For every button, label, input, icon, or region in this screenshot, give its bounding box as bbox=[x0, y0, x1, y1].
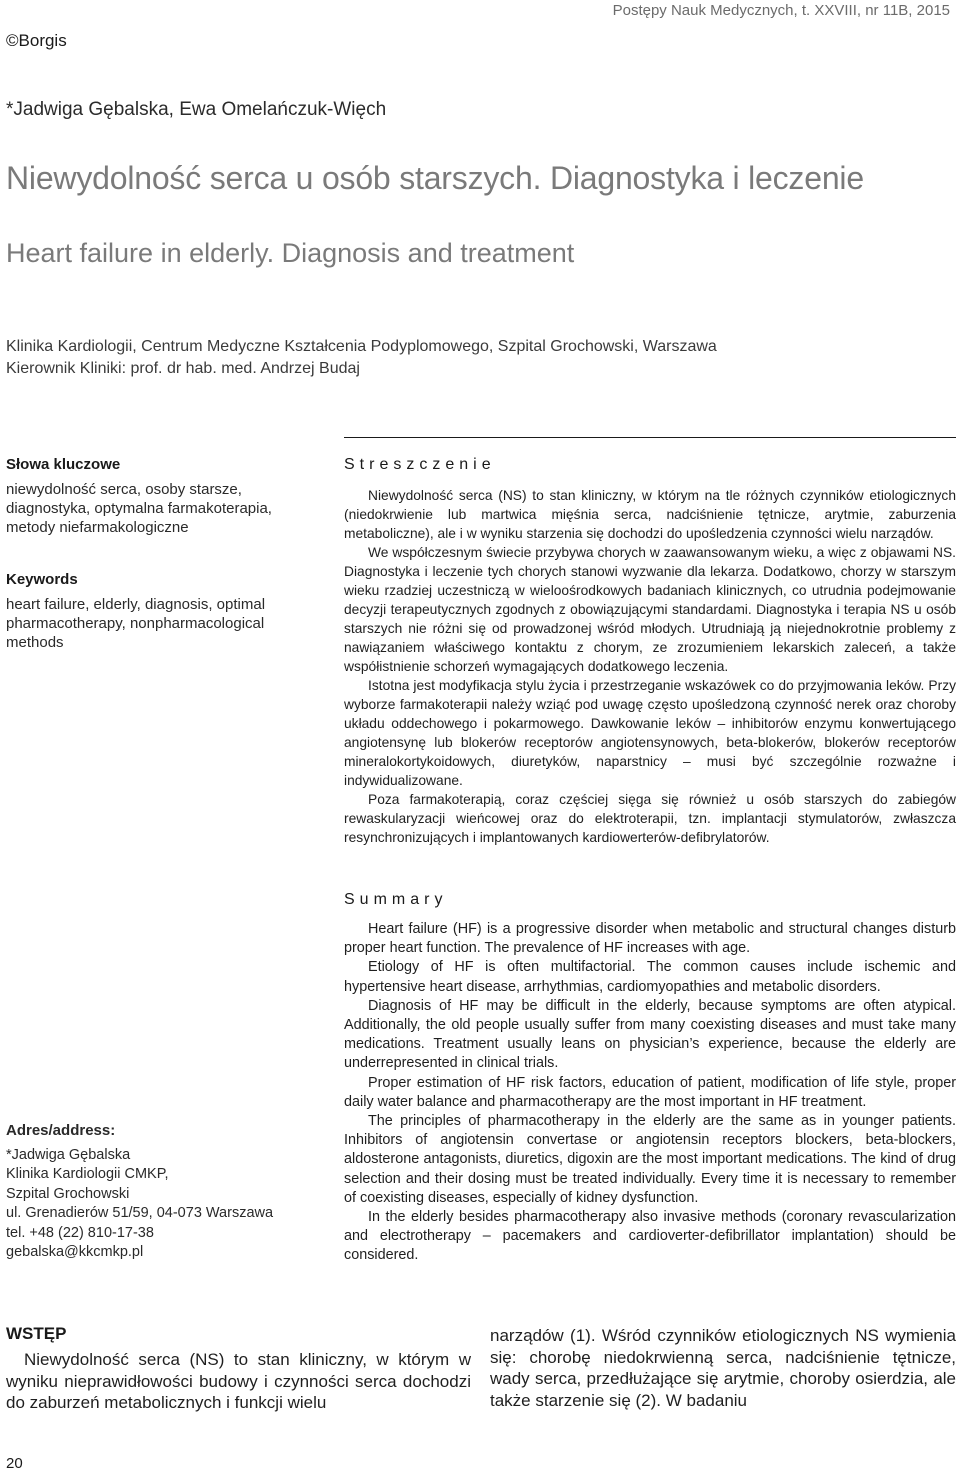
abstract-english bbox=[344, 920, 956, 1266]
abstract-english-paragraph: Proper estimation of HF risk factors, education of patient, modification of life style, proper daily water balance and pharmacotherapy are the most important in HF treatment. bbox=[344, 1074, 956, 1110]
abstract-polish-paragraph: Niewydolność serca (NS) to stan kliniczny, w którym na tle różnych czynników etiologicznych (niedokrwienie lub martwica mięśnia serca, nadciśnienie tętnicze, arytmie, zaburzenia metaboliczne), ale i w wyniku starzenia się dochodzi do upośledzenia czynności wielu narządów. bbox=[344, 488, 956, 541]
address-line: *Jadwiga Gębalska bbox=[6, 1146, 131, 1163]
abstract-polish-paragraph: Poza farmakoterapią, coraz częściej sięga się również u osób starszych do zabiegów rewaskularyzacji wieńcowej oraz do elektroterapii, tzn. implantacji stymulatorów, zwłaszcza resynchronizujących i implantowanych kardiowerterów-defibrylatorów. bbox=[344, 792, 956, 845]
abstract-english-paragraph: In the elderly besides pharmacotherapy also invasive methods (coronary revascularization and electrotherapy – pacemakers and cardioverter-defibrillator implantation) should be considered. bbox=[344, 1209, 956, 1264]
affiliation-institution: Klinika Kardiologii, Centrum Medyczne Kształcenia Podyplomowego, Szpital Grochowski, Warszawa bbox=[6, 338, 717, 355]
address-line: tel. +48 (22) 810-17-38 bbox=[6, 1224, 154, 1241]
address-line: ul. Grenadierów 51/59, 04-073 Warszawa bbox=[6, 1205, 274, 1221]
article-authors: *Jadwiga Gębalska, Ewa Omelańczuk-Więch bbox=[6, 99, 387, 120]
intro-text-right-column: narządów (1). Wśród czynników etiologicznych NS wymienia się: chorobę niedokrwienną serca, nadciśnienie tętnicze, wady serca, przedłużające się arytmie, choroby osierdzia, ale także starzenie się (2). W badaniu bbox=[490, 1326, 956, 1410]
keywords-english-heading: Keywords bbox=[6, 571, 78, 588]
address-email: gebalska@kkcmkp.pl bbox=[6, 1244, 144, 1260]
abstract-english-paragraph: The principles of pharmacotherapy in the elderly are the same as in younger patients. Inhibitors of angiotensin convertase or angiotensin receptors blockers, beta-blockers, aldosterone antagonists, diuretics, digoxin are the most important medications. The kind of drug selection and their dosing must be treated individually. Every time it is necessary to remember of coexisting diseases, especially of kidney dysfunction. bbox=[344, 1113, 956, 1206]
abstract-english-paragraph: Heart failure (HF) is a progressive disorder when metabolic and structural changes disturb proper heart function. The prevalence of HF increases with age. bbox=[344, 921, 956, 957]
affiliation bbox=[6, 336, 717, 380]
abstract-polish-heading: Streszczenie bbox=[344, 456, 496, 473]
abstract-english-paragraph: Etiology of HF is often multifactorial. The common causes include ischemic and hypertensive heart disease, arrhythmias, cardiomyopathies and metabolic disorders. bbox=[344, 959, 956, 995]
section-divider bbox=[344, 437, 956, 438]
journal-citation: Postępy Nauk Medycznych, t. XXVIII, nr 11B, 2015 bbox=[612, 2, 950, 19]
publisher-mark: ©Borgis bbox=[6, 31, 67, 50]
address-line: Szpital Grochowski bbox=[6, 1185, 130, 1202]
intro-heading: WSTĘP bbox=[6, 1324, 67, 1343]
abstract-polish-paragraph: Istotna jest modyfikacja stylu życia i przestrzeganie wskazówek co do przyjmowania leków. Przy wyborze farmakoterapii należy wziąć pod uwagę często upośledzoną czynność nerek oraz choroby układu oddechowego i pokarmowego. Dawkowanie leków – inhibitorów enzymu konwertującego angiotensynę lub blokerów receptorów angiotensynowych, beta-blokerów, blokerów receptorów mineralokortykoidowych, diuretyków, naparstnicy – musi być szczególnie rozważne i indywidualizowane. bbox=[344, 678, 956, 788]
intro-text-left-column: Niewydolność serca (NS) to stan kliniczny, w którym w wyniku nieprawidłowości budowy i czynności serca dochodzi do zaburzeń metabolicznych i funkcji wielu bbox=[6, 1350, 471, 1412]
address-line: Klinika Kardiologii CMKP, bbox=[6, 1166, 169, 1182]
correspondence-address bbox=[6, 1121, 306, 1263]
page-number: 20 bbox=[6, 1455, 23, 1472]
address-heading: Adres/address: bbox=[6, 1122, 116, 1139]
keywords-polish: niewydolność serca, osoby starsze, diagnostyka, optymalna farmakoterapia, metody niefarmakologiczne bbox=[6, 481, 272, 536]
article-title-english: Heart failure in elderly. Diagnosis and treatment bbox=[6, 238, 575, 268]
abstract-polish bbox=[344, 486, 956, 847]
abstract-polish-paragraph: We współczesnym świecie przybywa chorych w zaawansowanym wieku, a więc z objawami NS. Diagnostyka i leczenie tych chorych stanowi wyzwanie dla lekarza. Dodatkowo, chorzy w starszym wieku rzadziej uczestniczą w wieloośrodkowych badaniach klinicznych, co utrudnia podejmowanie decyzji terapeutycznych zgodnych z obowiązującymi standardami. Diagnostyka i terapia NS u osób starszych nie różni się od prowadzonej wśród młodych. Utrudniają ją niejednokrotnie problemy z nawiązaniem właściwego kontaktu z chorym, ze zrozumieniem lekarskich zaleceń, a także współistnienie schorzeń wymagających dodatkowego leczenia. bbox=[344, 545, 956, 674]
abstract-english-paragraph: Diagnosis of HF may be difficult in the elderly, because symptoms are often atypical. Additionally, the old people usually suffer from many coexisting diseases and must take many medications. Treatment usually leans on physician’s experience, because the elderly are underrepresented in clinical trials. bbox=[344, 997, 956, 1072]
article-title-polish: Niewydolność serca u osób starszych. Diagnostyka i leczenie bbox=[6, 160, 864, 196]
keywords-english: heart failure, elderly, diagnosis, optimal pharmacotherapy, nonpharmacological methods bbox=[6, 596, 266, 651]
abstract-english-heading: Summary bbox=[344, 891, 448, 908]
affiliation-head: Kierownik Kliniki: prof. dr hab. med. Andrzej Budaj bbox=[6, 360, 360, 377]
keywords-polish-heading: Słowa kluczowe bbox=[6, 456, 121, 473]
